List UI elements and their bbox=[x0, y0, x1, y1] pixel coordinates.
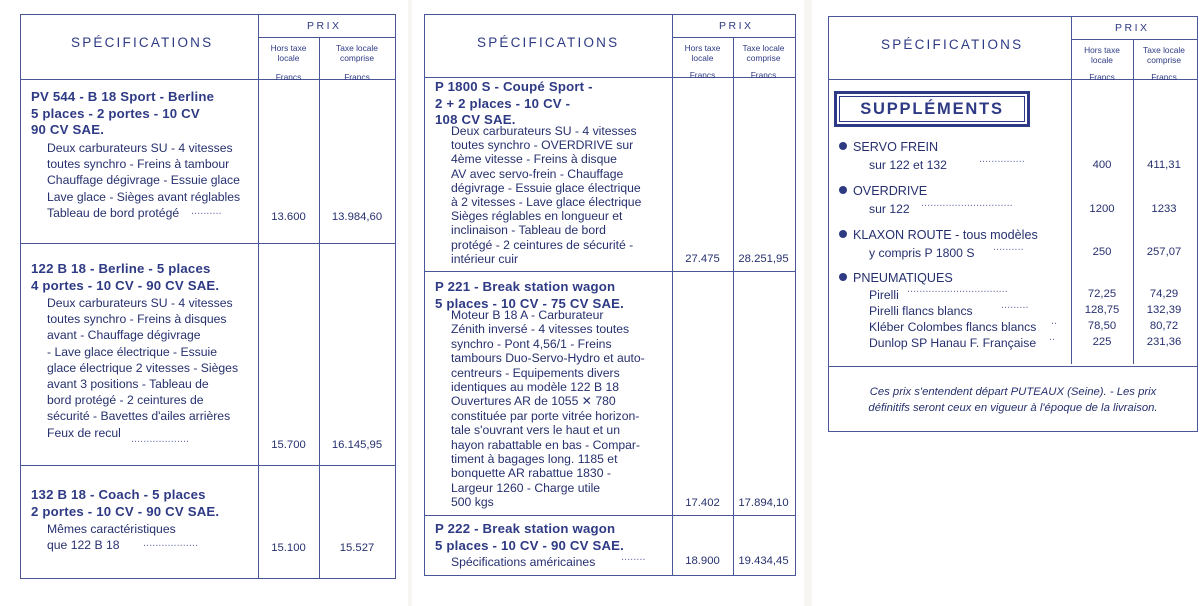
price-hors-taxe: 13.600 bbox=[271, 211, 306, 223]
specifications-heading: SPÉCIFICATIONS bbox=[881, 37, 1024, 52]
price-taxe-comprise: 132,39 bbox=[1146, 304, 1182, 316]
column-rule bbox=[258, 15, 259, 578]
leader-dots: ................................. bbox=[907, 283, 1008, 295]
specifications-heading: SPÉCIFICATIONS bbox=[71, 35, 214, 50]
model-title: 122 B 18 - Berline - 5 places 4 portes - 10 CV - 90 CV SAE. bbox=[31, 261, 220, 293]
price-taxe-comprise: 74,29 bbox=[1149, 288, 1179, 300]
supplement-group: SERVO FREIN bbox=[839, 139, 938, 155]
price-hors-taxe: 15.100 bbox=[271, 542, 306, 554]
col-taxe-comprise-label: Taxe locale comprise bbox=[1143, 45, 1185, 65]
row-rule bbox=[21, 465, 395, 466]
price-hors-taxe: 400 bbox=[1092, 159, 1112, 171]
leader-dots: .. bbox=[1051, 315, 1058, 327]
row-rule bbox=[425, 271, 795, 272]
model-title: P 1800 S - Coupé Sport - 2 + 2 places - 10 CV - 108 CV SAE. bbox=[435, 79, 593, 127]
price-table-2 bbox=[424, 14, 796, 576]
francs-label: Francs bbox=[275, 72, 302, 82]
model-description: Spécifications américaines bbox=[451, 555, 596, 569]
price-hors-taxe: 128,75 bbox=[1084, 304, 1120, 316]
specifications-heading: SPÉCIFICATIONS bbox=[477, 35, 620, 50]
leader-dots: .......... bbox=[993, 241, 1024, 253]
prix-rule bbox=[258, 37, 395, 38]
supplement-line: Pirelli flancs blancs bbox=[869, 304, 973, 318]
price-hors-taxe: 18.900 bbox=[685, 555, 720, 567]
price-taxe-comprise: 231,36 bbox=[1146, 336, 1182, 348]
supplement-line: sur 122 bbox=[869, 202, 910, 216]
supplement-line: y compris P 1800 S bbox=[869, 246, 975, 260]
price-taxe-comprise: 411,31 bbox=[1147, 159, 1181, 171]
leader-dots: .............................. bbox=[921, 197, 1013, 209]
model-description: Moteur B 18 A - Carburateur Zénith inversé - 4 vitesses toutes synchro - Pont 4,56/1 - Freins tambours Duo-Servo-Hydro et auto- centreurs - Equipements divers identiques au modèle 122 B 18 Ouvertures AR de 1055 ✕ 780 constituée par porte vitrée horizon- tale s'ouvrant vers le haut et un hayon rabattable en bas - Compar- timent à bagages long. 1185 et bonquette AR rabattue 1830 - Largeur 1260 - Charge utile 500 kgs bbox=[451, 308, 645, 510]
model-title: PV 544 - B 18 Sport - Berline 5 places - 2 portes - 10 CV 90 CV SAE. bbox=[31, 89, 215, 137]
price-hors-taxe: 17.402 bbox=[685, 497, 720, 509]
page-panel-2 bbox=[412, 0, 804, 606]
bullet-icon bbox=[839, 186, 847, 194]
price-taxe-comprise: 19.434,45 bbox=[738, 555, 789, 567]
francs-label: Francs bbox=[1151, 72, 1177, 82]
bullet-icon bbox=[839, 230, 847, 238]
leader-dots: .. bbox=[1049, 331, 1056, 343]
col-hors-taxe-label: Hors taxe locale bbox=[270, 43, 307, 63]
pricing-note: Ces prix s'entendent départ PUTEAUX (Seine). - Les prix définitifs seront ceux en vigueur à l'époque de la livraison. bbox=[868, 386, 1158, 414]
col-hors-taxe-label: Hors taxe locale bbox=[684, 43, 721, 63]
price-hors-taxe: 78,50 bbox=[1087, 320, 1117, 332]
francs-label: Francs bbox=[689, 70, 716, 80]
price-hors-taxe: 27.475 bbox=[685, 253, 720, 265]
model-description: Mêmes caractéristiques que 122 B 18 bbox=[47, 522, 176, 553]
supplement-line: Kléber Colombes flancs blancs bbox=[869, 320, 1037, 334]
price-taxe-comprise: 17.894,10 bbox=[738, 497, 789, 509]
note-rule bbox=[829, 366, 1197, 367]
column-rule bbox=[733, 37, 734, 575]
price-hors-taxe: 225 bbox=[1092, 336, 1112, 348]
supplement-line: Pirelli bbox=[869, 288, 899, 302]
supplement-group: PNEUMATIQUES bbox=[839, 270, 953, 286]
bullet-icon bbox=[839, 142, 847, 150]
price-taxe-comprise: 80,72 bbox=[1149, 320, 1179, 332]
price-hors-taxe: 15.700 bbox=[271, 439, 306, 451]
col-hors-taxe-label: Hors taxe locale bbox=[1084, 45, 1120, 65]
price-taxe-comprise: 13.984,60 bbox=[331, 211, 383, 223]
leader-dots: ................... bbox=[131, 433, 190, 445]
leader-dots: ......... bbox=[1001, 299, 1029, 311]
price-taxe-comprise: 16.145,95 bbox=[331, 439, 383, 451]
supplements-table bbox=[828, 16, 1198, 432]
leader-dots: .......... bbox=[191, 205, 222, 217]
supplement-line: sur 122 et 132 bbox=[869, 158, 947, 172]
supplement-group: KLAXON ROUTE - tous modèles bbox=[839, 227, 1038, 243]
col-taxe-comprise-label: Taxe locale comprise bbox=[336, 43, 378, 63]
model-title: 132 B 18 - Coach - 5 places 2 portes - 10 CV - 90 CV SAE. bbox=[31, 487, 220, 519]
prix-heading: PRIX bbox=[307, 20, 342, 32]
price-taxe-comprise: 15.527 bbox=[339, 542, 375, 554]
supplement-group: OVERDRIVE bbox=[839, 183, 927, 199]
model-title: P 222 - Break station wagon 5 places - 10 CV - 90 CV SAE. bbox=[435, 521, 625, 553]
supplements-banner bbox=[834, 91, 1030, 127]
francs-label: Francs bbox=[1089, 72, 1115, 82]
col-taxe-comprise-label: Taxe locale comprise bbox=[742, 43, 785, 63]
francs-label: Francs bbox=[344, 72, 370, 82]
model-title: P 221 - Break station wagon 5 places - 10 CV - 75 CV SAE. bbox=[435, 279, 625, 311]
leader-dots: ............... bbox=[979, 153, 1025, 165]
leader-dots: ........ bbox=[621, 551, 646, 563]
price-taxe-comprise: 1233 bbox=[1151, 203, 1177, 215]
row-rule bbox=[21, 243, 395, 244]
francs-label: Francs bbox=[750, 70, 777, 80]
page-panel-1 bbox=[0, 0, 408, 606]
price-table-1 bbox=[20, 14, 396, 579]
leader-dots: .................. bbox=[143, 537, 199, 549]
price-taxe-comprise: 257,07 bbox=[1146, 246, 1182, 258]
supplement-line: Dunlop SP Hanau F. Française bbox=[869, 336, 1037, 350]
price-taxe-comprise: 28.251,95 bbox=[738, 253, 789, 265]
price-hors-taxe: 72,25 bbox=[1087, 288, 1117, 300]
prix-heading: PRIX bbox=[1115, 22, 1150, 34]
prix-rule bbox=[672, 37, 795, 38]
column-rule bbox=[319, 37, 320, 578]
bullet-icon bbox=[839, 273, 847, 281]
page-panel-3 bbox=[812, 0, 1200, 606]
model-description: Deux carburateurs SU - 4 vitesses toutes synchro - Freins à disques avant - Chauffage dégivrage - Lave glace électrique - Essuie glace électrique 2 vitesses - Sièges avant 3 positions - Tableau de bord protégé - 2 ceintures de sécurité - Bavettes d'ailes arrières Feux de recul bbox=[47, 296, 239, 440]
prix-rule bbox=[1071, 39, 1197, 40]
supplements-title: SUPPLÉMENTS bbox=[860, 100, 1004, 118]
model-description: Deux carburateurs SU - 4 vitesses toutes synchro - Freins à tambour Chauffage dégivrage - Essuie glace Lave glace - Sièges avant réglables Tableau de bord protégé bbox=[47, 141, 241, 220]
row-rule bbox=[425, 515, 795, 516]
prix-heading: PRIX bbox=[719, 20, 754, 32]
column-rule bbox=[672, 15, 673, 575]
price-hors-taxe: 1200 bbox=[1089, 203, 1115, 215]
price-hors-taxe: 250 bbox=[1092, 246, 1112, 258]
model-description: Deux carburateurs SU - 4 vitesses toutes synchro - OVERDRIVE sur 4ème vitesse - Freins à disque AV avec servo-frein - Chauffage dégivrage - Essuie glace électrique à 2 vitesses - Lave glace électrique Sièges réglables en longueur et inclinaison - Tableau de bord protégé - 2 ceintures de sécurité - intérieur cuir bbox=[451, 124, 642, 266]
